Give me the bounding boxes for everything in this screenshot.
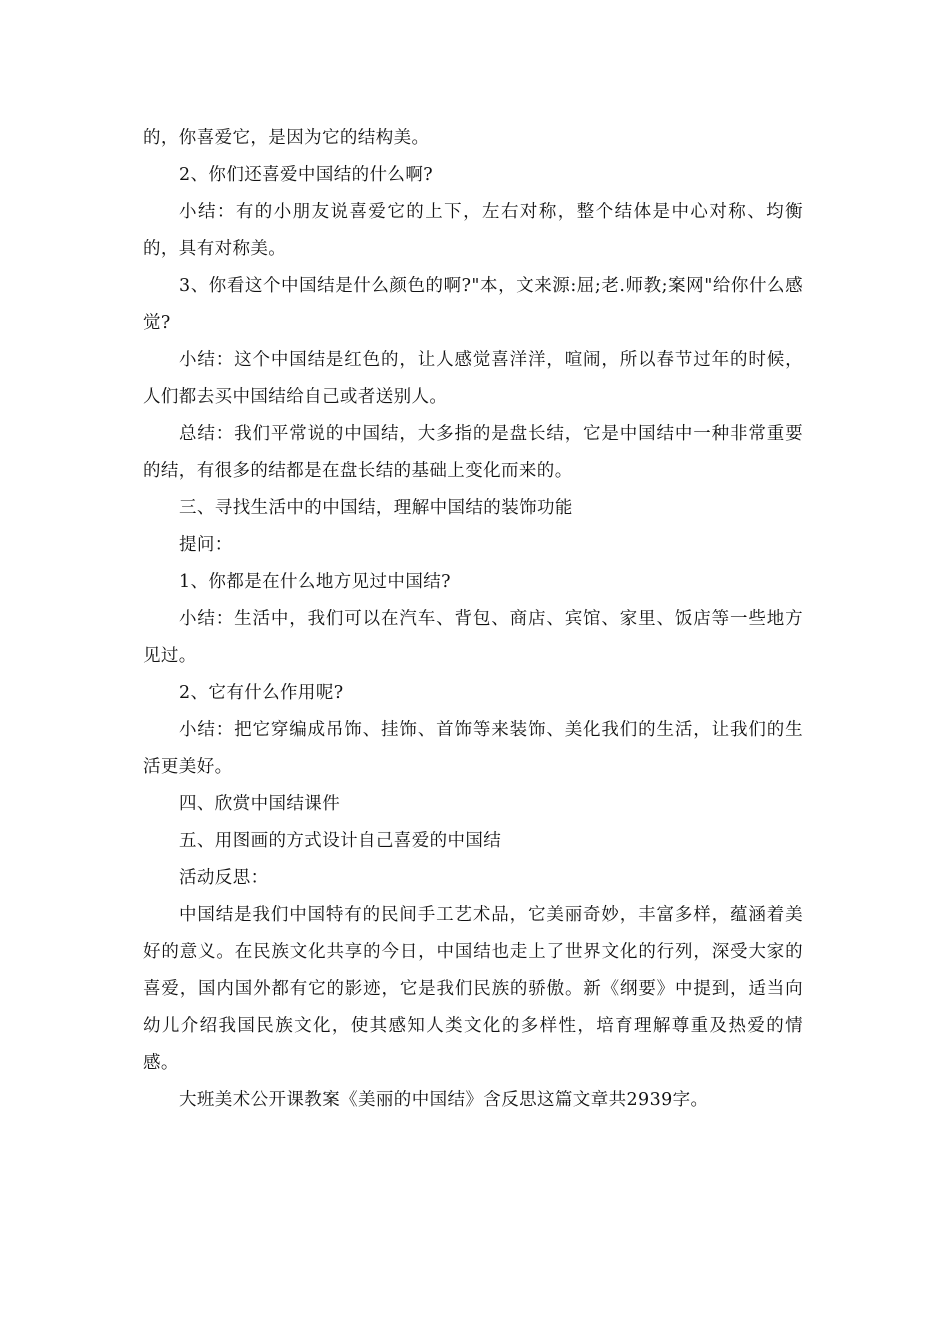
paragraph: 小结：有的小朋友说喜爱它的上下，左右对称，整个结体是中心对称、均衡的，具有对称美。 [143, 202, 803, 259]
paragraph: 小结：把它穿编成吊饰、挂饰、首饰等来装饰、美化我们的生活，让我们的生活更美好。 [143, 720, 803, 777]
paragraph: 1、你都是在什么地方见过中国结? [179, 572, 451, 592]
paragraph: 小结：生活中，我们可以在汽车、背包、商店、宾馆、家里、饭店等一些地方见过。 [143, 609, 803, 666]
section-heading: 四、欣赏中国结课件 [179, 794, 341, 814]
paragraph: 小结：这个中国结是红色的，让人感觉喜洋洋，喧闹，所以春节过年的时候，人们都去买中国结给自己或者送别人。 [143, 350, 803, 407]
paragraph: 大班美术公开课教案《美丽的中国结》含反思这篇文章共2939字。 [179, 1090, 709, 1110]
section-heading: 活动反思： [179, 868, 269, 888]
paragraph: 的，你喜爱它，是因为它的结构美。 [143, 128, 430, 148]
paragraph: 2、你们还喜爱中国结的什么啊? [179, 165, 434, 185]
section-heading: 五、用图画的方式设计自己喜爱的中国结 [179, 831, 502, 851]
paragraph: 中国结是我们中国特有的民间手工艺术品，它美丽奇妙，丰富多样，蕴涵着美好的意义。在民族文化共享的今日，中国结也走上了世界文化的行列，深受大家的喜爱，国内国外都有它的影迹，它是我们民族的骄傲。新《纲要》中提到，适当向幼儿介绍我国民族文化，使其感知人类文化的多样性，培育理解尊重及热爱的情感。 [143, 905, 803, 1073]
paragraph: 3、你看这个中国结是什么颜色的啊?"本，文来源:屈;老.师教;案网"给你什么感觉? [143, 276, 803, 333]
section-heading: 三、寻找生活中的中国结，理解中国结的装饰功能 [179, 498, 573, 518]
paragraph: 提问： [179, 535, 233, 555]
paragraph: 总结：我们平常说的中国结，大多指的是盘长结，它是中国结中一种非常重要的结，有很多的结都是在盘长结的基础上变化而来的。 [143, 424, 803, 481]
document-body [143, 120, 803, 1119]
paragraph: 2、它有什么作用呢? [179, 683, 344, 703]
